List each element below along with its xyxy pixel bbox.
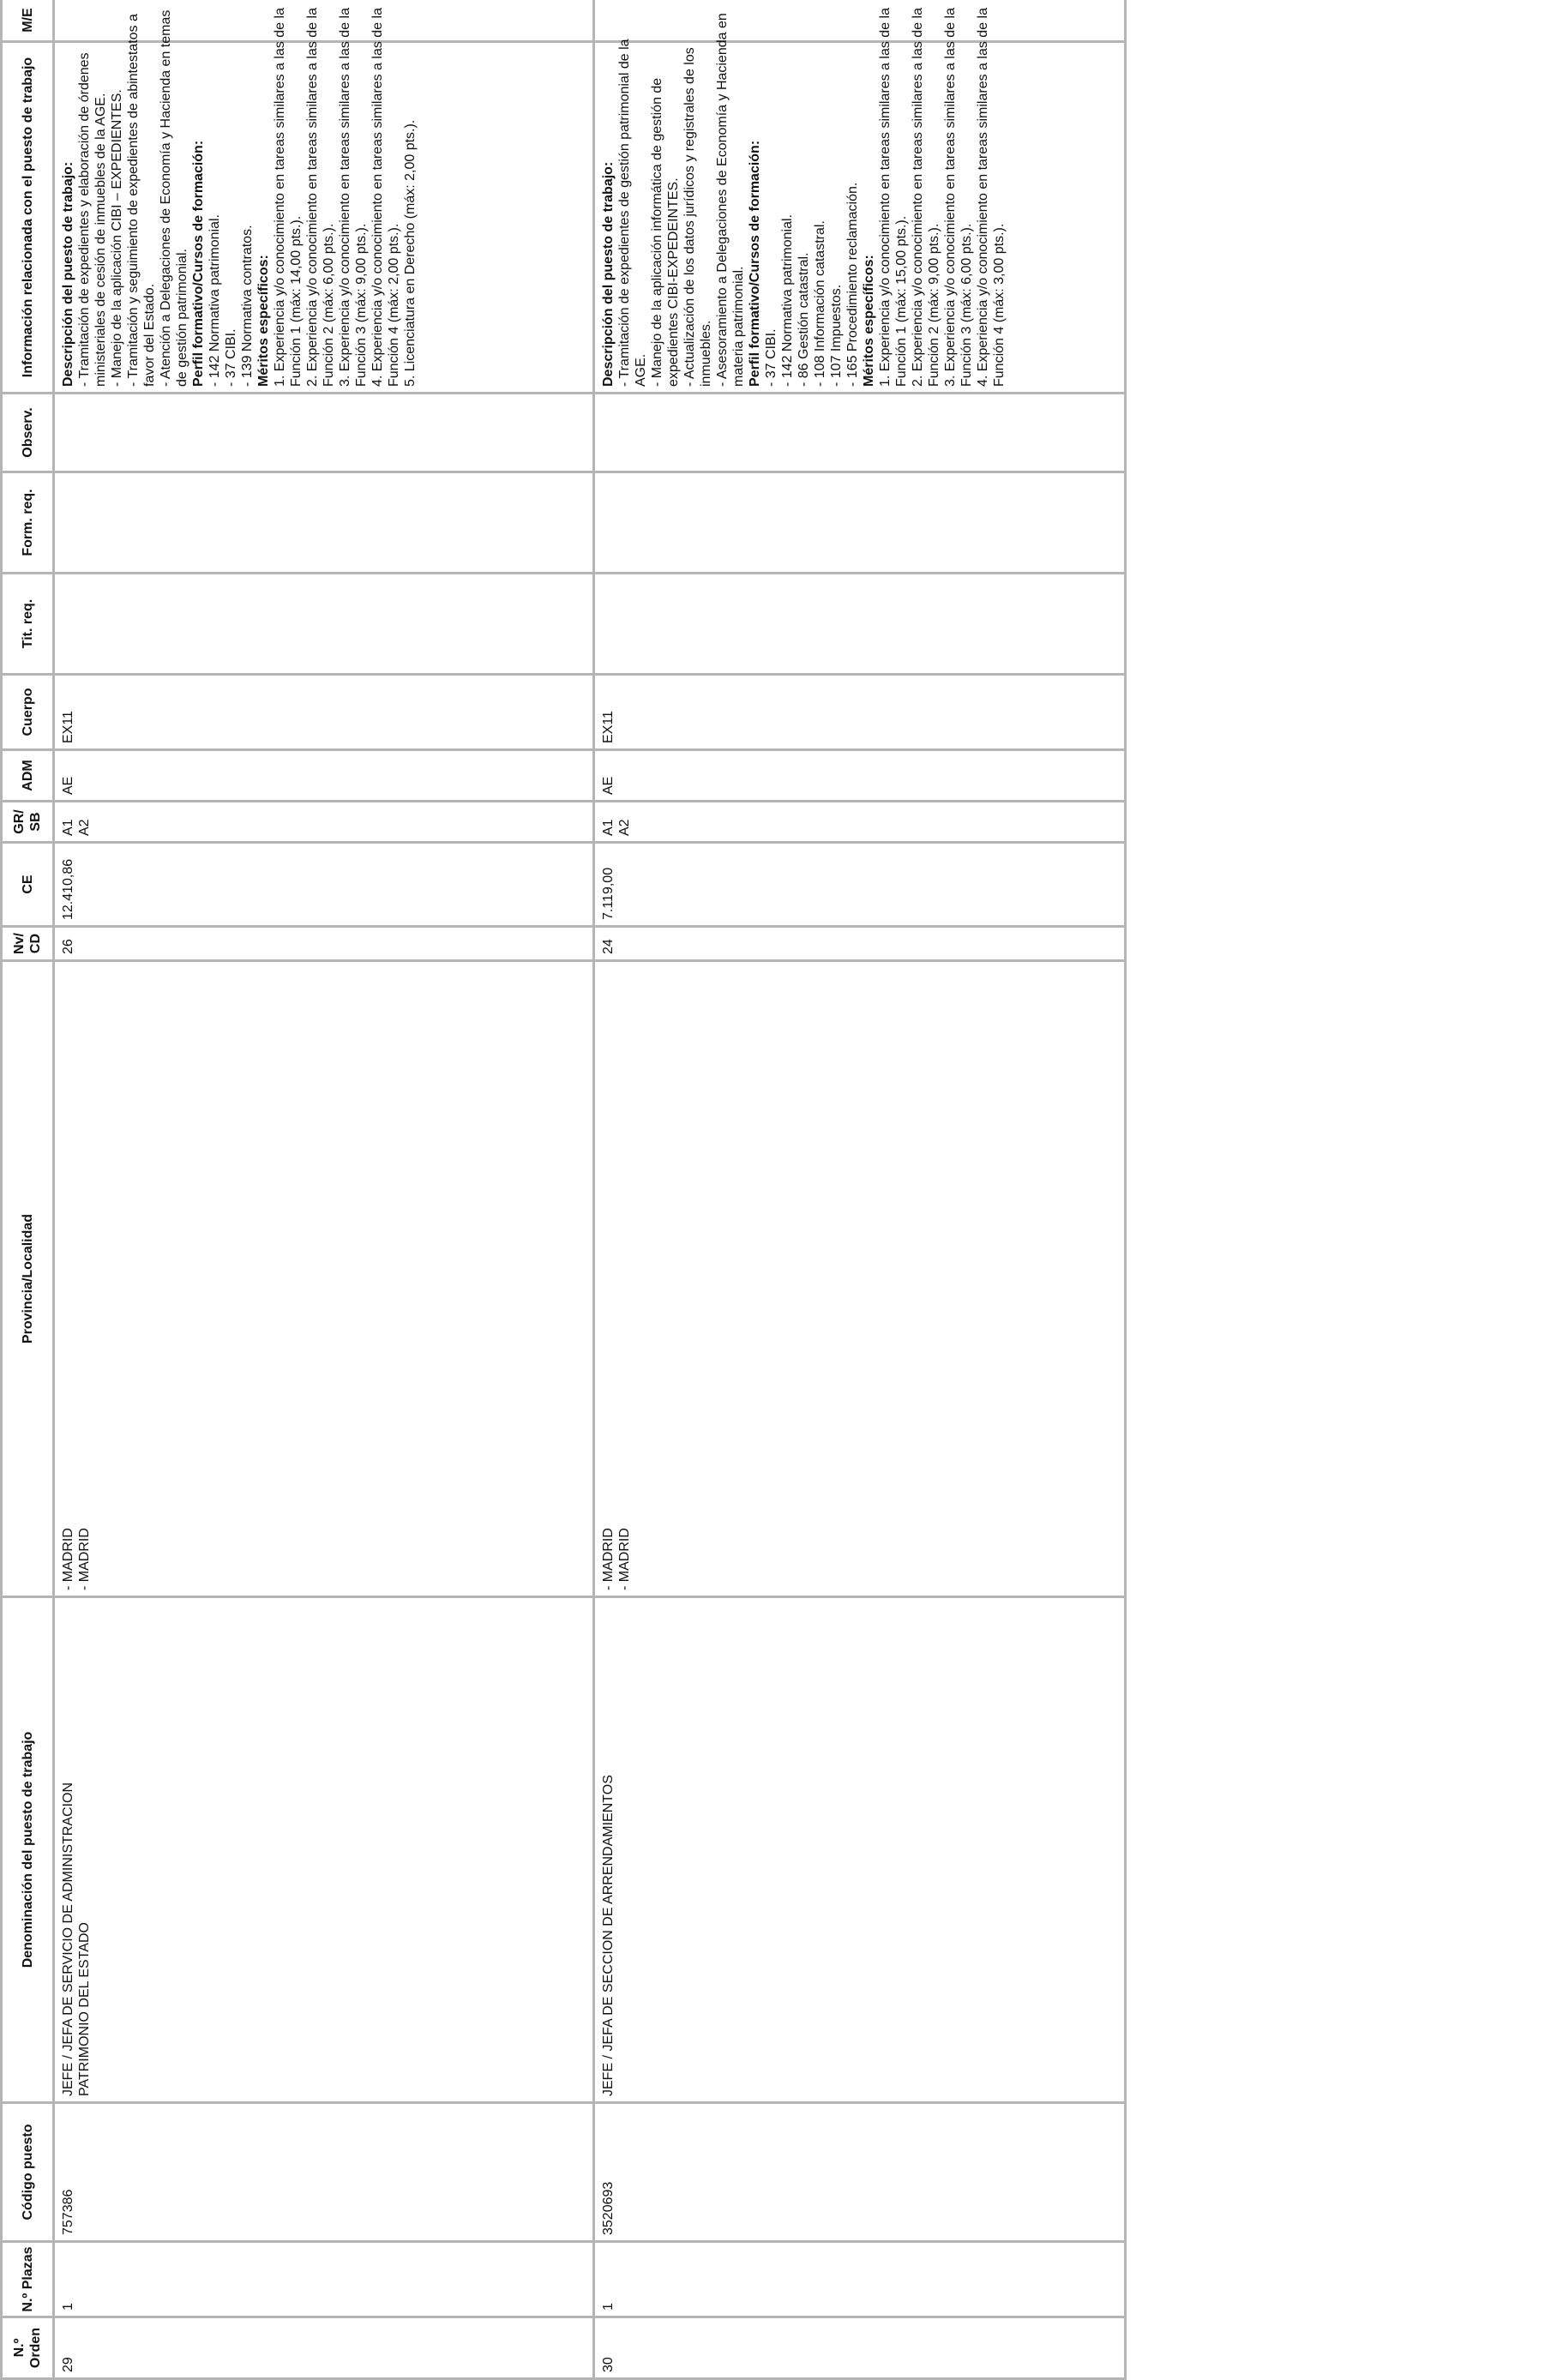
- info-line: - 37 CIBI.: [224, 328, 238, 387]
- cell-grupo: [54, 802, 594, 843]
- cell-adm: AE: [594, 750, 1126, 802]
- header-denominacion: Denominación del puesto de trabajo: [2, 1597, 54, 2103]
- info-line: - 107 Impuestos.: [829, 284, 844, 387]
- info-section-heading: Perfil formativo/Cursos de formación:: [748, 140, 762, 387]
- cell-observ: [594, 394, 1126, 472]
- info-list: [60, 8, 418, 387]
- grupo-line: A2: [77, 819, 92, 836]
- provincia-line: - MADRID: [601, 1528, 616, 1590]
- info-line: 3. Experiencia y/o conocimiento en tareas similares a las de la: [338, 8, 352, 387]
- header-nivel: Nv/ CD: [2, 927, 54, 961]
- cell-provincia: [54, 961, 594, 1597]
- info-section-heading: Perfil formativo/Cursos de formación:: [191, 140, 206, 387]
- cell-tit: [594, 574, 1126, 675]
- table-row: [594, 0, 1126, 2379]
- cell-plazas: 1: [54, 2242, 594, 2317]
- info-line: materia patrimonial.: [731, 266, 746, 387]
- denominacion-line: PATRIMONIO DEL ESTADO: [77, 1922, 92, 2096]
- info-line: - 108 Información catastral.: [813, 220, 827, 387]
- cell-denominacion: [594, 1597, 1126, 2103]
- info-line: 5. Licenciatura en Derecho (máx: 2,00 pts.).: [403, 119, 418, 387]
- info-line: - 139 Normativa contratos.: [240, 225, 255, 387]
- info-line: - 142 Normativa patrimonial.: [207, 214, 222, 387]
- denominacion-line: JEFE / JEFA DE SERVICIO DE ADMINISTRACION: [61, 1782, 75, 2096]
- provincia-line: - MADRID: [617, 1528, 632, 1590]
- grupo-line: A1: [61, 819, 75, 836]
- cell-ce: 12.410,86: [54, 843, 594, 927]
- info-line: 4. Experiencia y/o conocimiento en tareas similares a las de la: [976, 8, 990, 387]
- cell-grupo: [594, 802, 1126, 843]
- cell-nivel: 26: [54, 927, 594, 961]
- info-line: ministeriales de cesión de inmuebles de la AGE.: [93, 93, 108, 387]
- info-list: [600, 8, 1007, 387]
- info-section-heading: Descripción del puesto de trabajo:: [61, 161, 75, 387]
- info-line: - 142 Normativa patrimonial.: [780, 214, 795, 387]
- header-orden: N.º Orden: [2, 2317, 54, 2379]
- info-line: - Tramitación y seguimiento de expedientes de abintestatos a: [126, 14, 141, 387]
- header-observ: Observ.: [2, 394, 54, 472]
- info-line: Función 2 (máx: 6,00 pts.).: [322, 223, 336, 387]
- cell-adm: AE: [54, 750, 594, 802]
- cell-nivel: 24: [594, 927, 1126, 961]
- info-line: 3. Experiencia y/o conocimiento en tareas similares a las de la: [943, 8, 958, 387]
- info-line: - Tramitación de expedientes de gestión patrimonial de la: [617, 39, 632, 387]
- info-line: - 86 Gestión catastral.: [797, 252, 811, 387]
- info-line: - Manejo de la aplicación CIBI – EXPEDIENTES.: [110, 89, 124, 387]
- info-line: Función 3 (máx: 9,00 pts.).: [354, 223, 369, 387]
- cell-codigo: 3520693: [594, 2103, 1126, 2242]
- info-section-heading: Méritos específicos:: [256, 255, 271, 387]
- info-line: - 165 Procedimiento reclamación.: [845, 182, 860, 387]
- cell-plazas: 1: [594, 2242, 1126, 2317]
- header-grupo: GR/ SB: [2, 802, 54, 843]
- cell-tit: [54, 574, 594, 675]
- info-line: 1. Experiencia y/o conocimiento en tareas similares a las de la: [878, 8, 893, 387]
- info-line: expedientes CIBI-EXPEDEINTES.: [666, 177, 681, 387]
- cell-cuerpo: EX11: [594, 675, 1126, 750]
- info-line: 4. Experiencia y/o conocimiento en tareas similares a las de la: [370, 8, 385, 387]
- info-section-heading: Méritos específicos:: [862, 255, 876, 387]
- provincia-line: - MADRID: [61, 1528, 75, 1590]
- header-tit: Tit. req.: [2, 574, 54, 675]
- cell-provincia: [594, 961, 1126, 1597]
- cell-info: [594, 8, 1126, 394]
- info-line: Función 4 (máx: 2,00 pts.).: [387, 223, 401, 387]
- cell-info: [54, 8, 594, 394]
- header-adm: ADM: [2, 750, 54, 802]
- header-info: Información relacionada con el puesto de trabajo: [2, 42, 54, 394]
- header-ce: CE: [2, 843, 54, 927]
- info-line: - Tramitación de expedientes y elaboración de órdenes: [77, 52, 92, 387]
- info-line: Función 1 (máx: 15,00 pts.).: [894, 215, 909, 387]
- info-line: Función 1 (máx: 14,00 pts.).: [289, 215, 304, 387]
- info-line: - 37 CIBI.: [764, 328, 778, 387]
- info-section-heading: Descripción del puesto de trabajo:: [601, 161, 616, 387]
- cell-form: [594, 472, 1126, 574]
- header-codigo: Código puesto: [2, 2103, 54, 2242]
- info-line: inmuebles.: [699, 320, 713, 387]
- info-line: - Asesoramiento a Delegaciones de Economía y Hacienda en: [715, 13, 730, 387]
- cell-ce: 7.119,00: [594, 843, 1126, 927]
- header-form: Form. req.: [2, 472, 54, 574]
- cell-orden: 30: [594, 2317, 1126, 2379]
- info-line: 1. Experiencia y/o conocimiento en tareas similares a las de la: [273, 8, 287, 387]
- info-line: Función 2 (máx: 9,00 pts.).: [927, 223, 941, 387]
- info-line: Función 3 (máx: 6,00 pts.).: [959, 223, 974, 387]
- table-header-row: [2, 0, 54, 2379]
- cell-orden: 29: [54, 2317, 594, 2379]
- info-line: favor del Estado.: [142, 283, 157, 387]
- cell-codigo: 757386: [54, 2103, 594, 2242]
- cell-denominacion: [54, 1597, 594, 2103]
- provincia-line: - MADRID: [77, 1528, 92, 1590]
- info-line: de gestión patrimonial.: [175, 249, 189, 387]
- info-line: 2. Experiencia y/o conocimiento en tareas similares a las de la: [911, 8, 925, 387]
- info-line: - Atención a Delegaciones de Economía y Hacienda en temas: [159, 9, 173, 387]
- table-row: [54, 0, 594, 2379]
- info-line: Función 4 (máx: 3,00 pts.).: [992, 223, 1007, 387]
- header-provincia: Provincia/Localidad: [2, 961, 54, 1597]
- info-line: 2. Experiencia y/o conocimiento en tareas similares a las de la: [305, 8, 320, 387]
- cell-form: [54, 472, 594, 574]
- cell-cuerpo: EX11: [54, 675, 594, 750]
- info-line: - Manejo de la aplicación informática de gestión de: [650, 77, 664, 387]
- info-line: AGE.: [634, 353, 648, 387]
- header-me: M/E: [2, 0, 54, 42]
- header-cuerpo: Cuerpo: [2, 675, 54, 750]
- denominacion-line: JEFE / JEFA DE SECCION DE ARRENDAMIENTOS: [601, 1775, 616, 2096]
- grupo-line: A1: [601, 819, 616, 836]
- header-plazas: N.º Plazas: [2, 2242, 54, 2317]
- cell-me: [594, 0, 1126, 42]
- cell-observ: [54, 394, 594, 472]
- grupo-line: A2: [617, 819, 632, 836]
- info-line: - Actualización de los datos jurídicos y registrales de los: [682, 47, 697, 387]
